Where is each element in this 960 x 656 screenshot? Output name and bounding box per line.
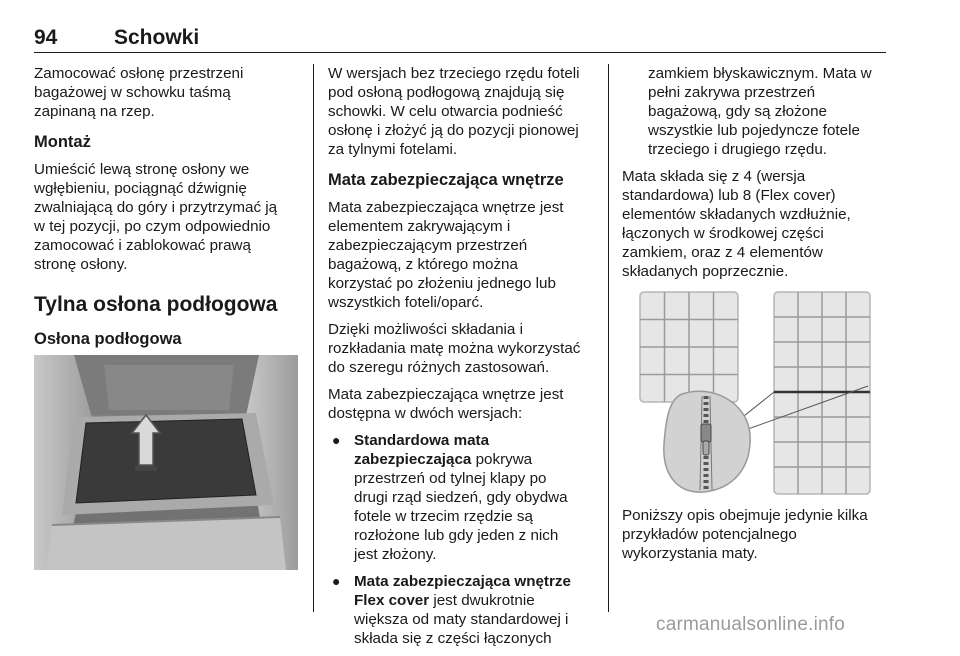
trunk-floor-cover-photo [34, 355, 298, 570]
mat-paragraph-2: Dzięki możliwości składania i rozkładania matę można wykorzystać do szeregu różnych zastosowań. [328, 321, 581, 376]
column-divider [313, 64, 314, 612]
mat-grid-standard-icon [640, 292, 738, 402]
list-item: ● Standardowa mata zabezpieczająca pokrywa przestrzeń od tylnej klapy po drugi rząd siedzeń, gdy obydwa fotele w trzecim rzędzie są rozłożone lub gdy jeden z nich jest złożony. [332, 432, 568, 563]
main-heading: Tylna osłona podłogowa [34, 293, 278, 316]
intro-paragraph: Zamocować osłonę przestrzeni bagażowej w schowku taśmą zapinaną na rzep. [34, 65, 244, 120]
list-item: ● Mata zabezpieczająca wnętrze Flex cover jest dwukrotnie większa od maty standardowej i składa się z części łączonych [332, 573, 571, 647]
column-divider [608, 64, 609, 612]
mat-grid-zipper-illustration [622, 284, 886, 496]
mat-grid-flex-icon [774, 292, 870, 494]
bullet-continuation: zamkiem błyskawicznym. Mata w pełni zakrywa przestrzeń bagażową, gdy są złożone wszystkie lub pojedyncze fotele trzeciego i drugiego rzędu. [648, 65, 872, 158]
column-3 [622, 64, 890, 289]
mat-paragraph-3: Mata zabezpieczająca wnętrze jest dostępna w dwóch wersjach: [328, 386, 564, 422]
montaz-heading: Montaż [34, 133, 91, 151]
column-2 [328, 64, 598, 656]
mat-heading: Mata zabezpieczająca wnętrze [328, 171, 564, 189]
column-3-footer-text [622, 506, 890, 571]
zipper-icon [664, 391, 750, 492]
mat-composition-paragraph: Mata składa się z 4 (wersja standardowa) lub 8 (Flex cover) elementów składanych wzdłużnie, łączonych w środkowej części zamkiem, oraz z 4 elementów składanych poprzecznie. [622, 168, 851, 280]
sub-heading: Osłona podłogowa [34, 330, 182, 348]
mat-versions-list [328, 431, 598, 648]
page-header [34, 20, 886, 53]
page-number: 94 [34, 26, 58, 49]
mat-paragraph-1: Mata zabezpieczająca wnętrze jest elementem zakrywającym i zabezpieczającym przestrzeń bagażową, z którego można korzystać po złożeniu jednego lub wszystkich foteli/oparć. [328, 199, 564, 311]
bullet-icon: ● [332, 432, 341, 448]
montaz-paragraph: Umieścić lewą stronę osłony we wgłębieniu, pociągnąć dźwignię zwalniającą do góry i przytrzymać ją w tej pozycji, po czym odpowiednio zamocować i zablokować prawą stronę osłony. [34, 161, 278, 273]
storage-paragraph: W wersjach bez trzeciego rzędu foteli pod osłoną podłogową znajdują się schowki. W celu otwarcia podnieść osłonę i złożyć ją do pozycji pionowej za tylnymi fotelami. [328, 65, 580, 158]
column-1 [34, 64, 300, 357]
section-title: Schowki [114, 26, 200, 49]
site-watermark: carmanualsonline.info [656, 614, 846, 635]
bullet-icon: ● [332, 573, 341, 589]
usage-note-paragraph: Poniższy opis obejmuje jedynie kilka przykładów potencjalnego wykorzystania maty. [622, 507, 868, 562]
